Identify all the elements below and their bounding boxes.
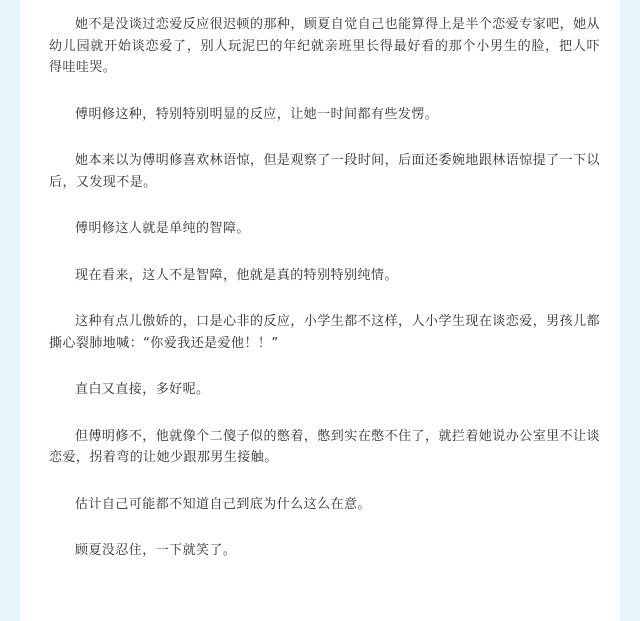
paragraph-3: 她本来以为傅明修喜欢林语惊，但是观察了一段时间，后面还委婉地跟林语惊提了一下以后，又发现不是。 xyxy=(49,153,600,190)
paragraph-4: 傅明修这人就是单纯的智障。 xyxy=(75,221,250,236)
reader-page xyxy=(20,0,620,621)
paragraph-2: 傅明修这种，特别特别明显的反应，让她一时间都有些发愣。 xyxy=(75,106,439,122)
paragraph-1: 她不是没谈过恋爱反应很迟顿的那种，顾夏自觉自己也能算得上是半个恋爱专家吧，她从幼儿园就开始谈恋爱了，别人玩泥巴的年纪就亲班里长得最好看的那个小男生的脸，把人吓得哇哇哭。 xyxy=(49,17,600,75)
paragraph-5: 现在看来，这人不是智障，他就是真的特别特别纯情。 xyxy=(75,267,398,283)
paragraph-6: 这种有点儿傲娇的，口是心非的反应，小学生都不这样，人小学生现在谈恋爱，男孩儿都撕心裂肺地喊：“你爱我还是爱他！！” xyxy=(49,314,600,351)
paragraph-10: 顾夏没忍住，一下就笑了。 xyxy=(75,543,237,558)
paragraph-9: 估计自己可能都不知道自己到底为什么这么在意。 xyxy=(75,496,371,512)
paragraph-7: 直白又直接，多好呢。 xyxy=(75,382,210,397)
paragraph-8: 但傅明修不，他就像个二傻子似的憋着，憋到实在憋不住了，就拦着她说办公室里不让谈恋爱，拐着弯的让她少跟那男生接触。 xyxy=(49,428,600,465)
